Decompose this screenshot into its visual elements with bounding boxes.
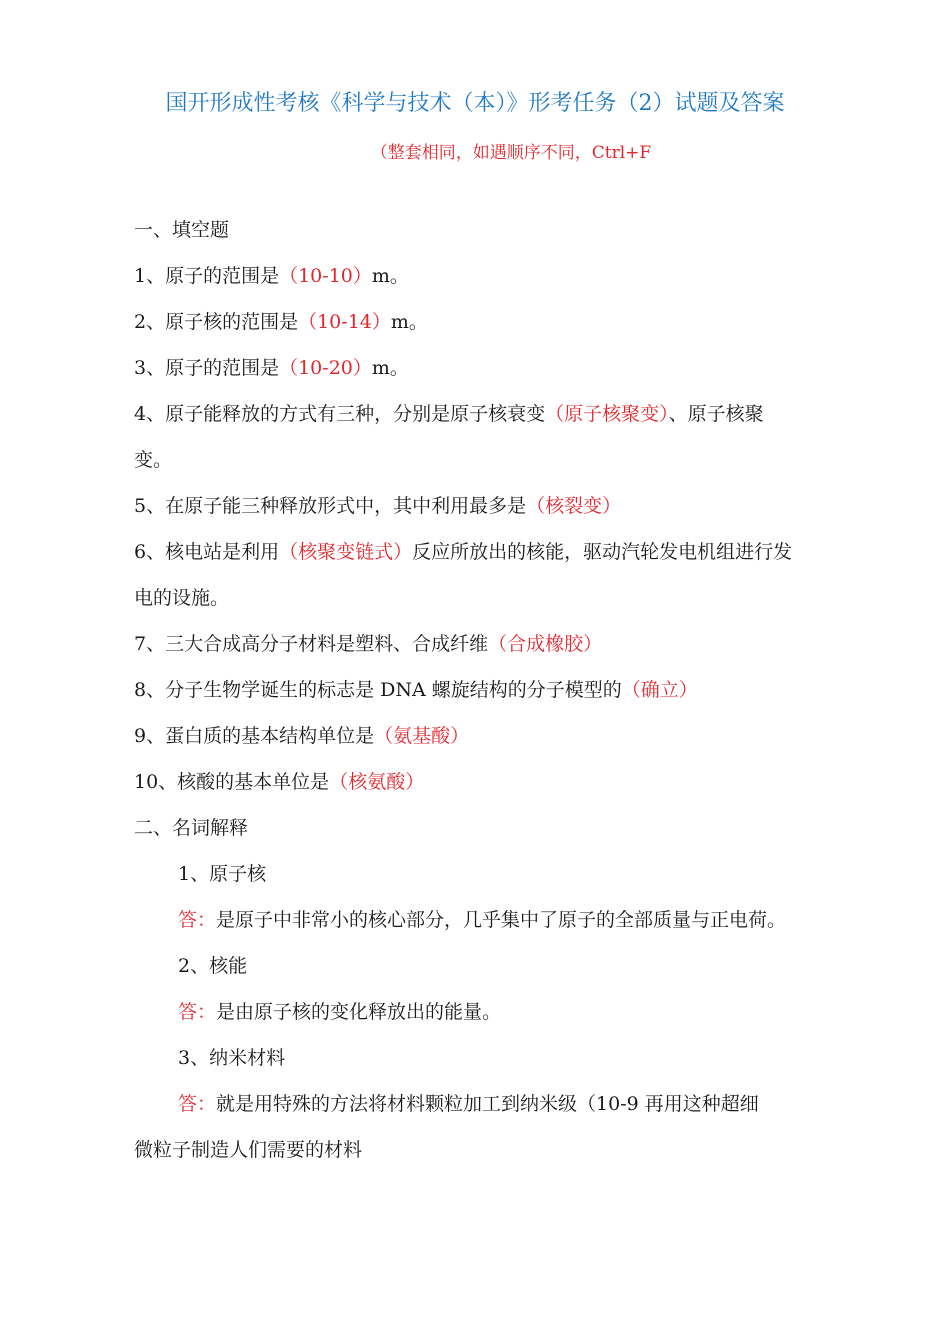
answer-text: （核氨酸） (329, 771, 425, 793)
answer-text: 是原子中非常小的核心部分，几乎集中了原子的全部质量与正电荷。 (216, 909, 787, 931)
question-5 (134, 491, 621, 521)
question-text: 8、分子生物学诞生的标志是 DNA 螺旋结构的分子模型的 (134, 679, 622, 701)
question-text: 2、原子核的范围是 (134, 311, 299, 333)
answer-text: （10-10） (279, 265, 372, 287)
answer-text: （核裂变） (526, 495, 622, 517)
question-10 (134, 767, 424, 797)
answer-text: 是由原子核的变化释放出的能量。 (216, 1001, 502, 1023)
term-2: 2、核能 (178, 955, 248, 977)
question-text: m。 (390, 311, 428, 333)
question-text: 6、核电站是利用 (134, 541, 280, 563)
question-text: 10、核酸的基本单位是 (134, 771, 330, 793)
question-4 (134, 399, 764, 429)
answer-text: （氨基酸） (374, 725, 470, 747)
answer-text: （10-20） (279, 357, 372, 379)
question-text: 5、在原子能三种释放形式中，其中利用最多是 (134, 495, 527, 517)
answer-text: （确立） (621, 679, 698, 701)
answer-label: 答： (178, 1093, 217, 1115)
term-3-answer (178, 1089, 759, 1119)
answer-text: （核聚变链式） (279, 541, 413, 563)
answer-text: （10-14） (298, 311, 391, 333)
answer-text: （合成橡胶） (488, 633, 603, 655)
question-6-continued: 电的设施。 (134, 587, 230, 609)
question-text: 4、原子能释放的方式有三种，分别是原子核衰变 (134, 403, 546, 425)
question-text: 3、原子的范围是 (134, 357, 280, 379)
question-text: 反应所放出的核能，驱动汽轮发电机组进行发 (412, 541, 793, 563)
question-text: 7、三大合成高分子材料是塑料、合成纤维 (134, 633, 489, 655)
document-title: 国开形成性考核《科学与技术（本）》形考任务（2）试题及答案 (165, 91, 785, 116)
question-text: 、原子核聚 (668, 403, 764, 425)
question-text: 1、原子的范围是 (134, 265, 280, 287)
question-7 (134, 629, 602, 659)
term-1: 1、原子核 (178, 863, 267, 885)
question-text: m。 (371, 265, 409, 287)
answer-label: 答： (178, 1001, 217, 1023)
question-1 (134, 261, 409, 291)
answer-text: （原子核聚变） (545, 403, 669, 425)
term-3-answer-continued: 微粒子制造人们需要的材料 (134, 1139, 363, 1161)
question-8 (134, 675, 698, 705)
term-3: 3、纳米材料 (178, 1047, 286, 1069)
question-6 (134, 537, 792, 567)
question-3 (134, 353, 409, 383)
question-2 (134, 307, 428, 337)
answer-label: 答： (178, 909, 217, 931)
question-9 (134, 721, 469, 751)
question-text: m。 (371, 357, 409, 379)
question-text: 9、蛋白质的基本结构单位是 (134, 725, 375, 747)
answer-text: 就是用特殊的方法将材料颗粒加工到纳米级（10-9 再用这种超细 (216, 1093, 759, 1115)
section-heading-fill-in: 一、填空题 (134, 219, 230, 241)
document-subtitle: （整套相同，如遇顺序不同，Ctrl+F (370, 143, 652, 163)
section-heading-terms: 二、名词解释 (134, 817, 249, 839)
term-1-answer (178, 905, 786, 935)
question-4-continued: 变。 (134, 449, 173, 471)
term-2-answer (178, 997, 501, 1027)
